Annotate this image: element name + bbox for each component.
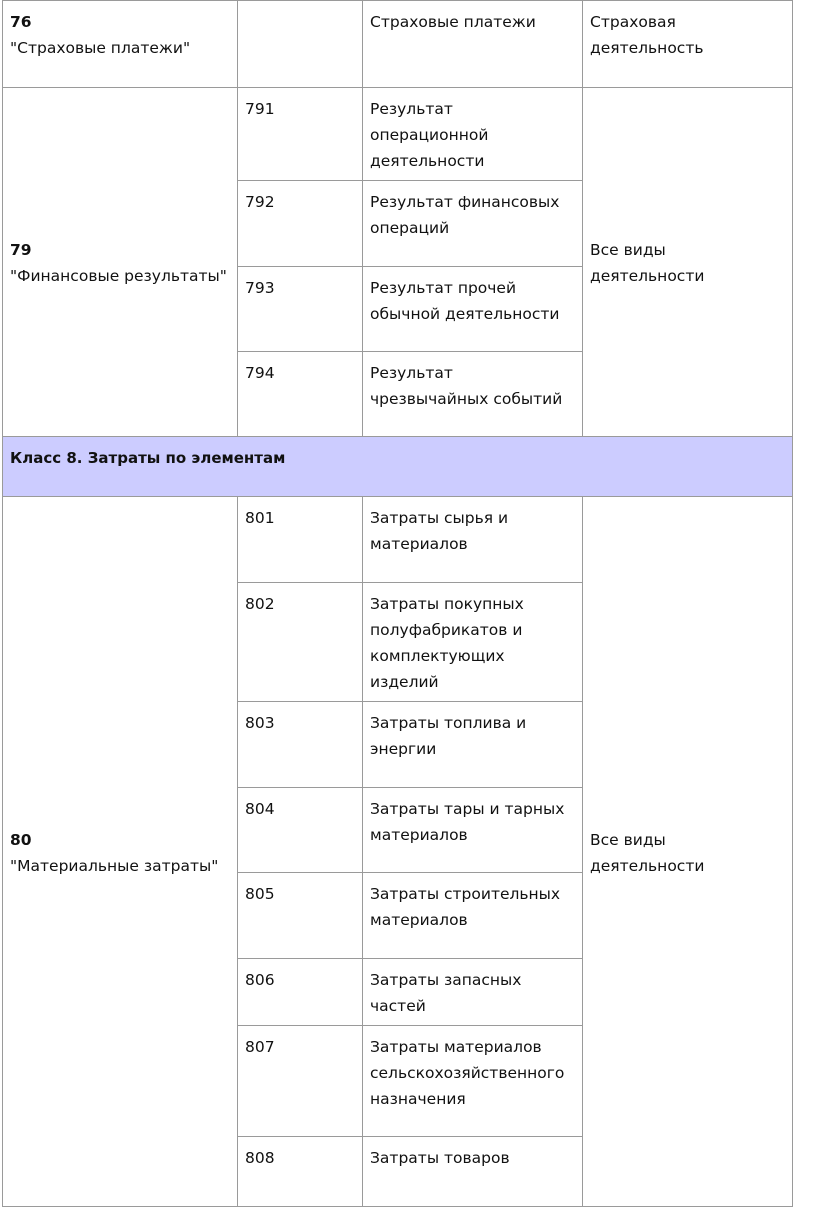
subaccount-code-cell: 806 bbox=[238, 959, 363, 1026]
account-number: 80 bbox=[10, 830, 32, 849]
activity-cell: Все виды деятельности bbox=[583, 497, 793, 1207]
subaccount-name-cell: Затраты покупных полуфабрикатов и комплектующих изделий bbox=[363, 583, 583, 702]
account-name: "Финансовые результаты" bbox=[10, 267, 227, 285]
subaccount-code-cell: 794 bbox=[238, 352, 363, 437]
subaccount-code-cell: 793 bbox=[238, 267, 363, 352]
account-name: "Страховые платежи" bbox=[10, 39, 191, 57]
account-cell-76 bbox=[3, 1, 238, 88]
activity-cell: Все виды деятельности bbox=[583, 88, 793, 437]
subaccount-name-cell: Затраты строительных материалов bbox=[363, 873, 583, 959]
subaccount-name-cell: Затраты запасных частей bbox=[363, 959, 583, 1026]
subaccount-code-cell: 792 bbox=[238, 181, 363, 267]
class-header-row bbox=[3, 437, 793, 497]
activity-cell: Страховая деятельность bbox=[583, 1, 793, 88]
account-number: 79 bbox=[10, 241, 32, 259]
subaccount-name-cell: Страховые платежи bbox=[363, 1, 583, 88]
subaccount-code-cell: 801 bbox=[238, 497, 363, 583]
account-number: 76 bbox=[10, 13, 32, 31]
subaccount-code-cell: 791 bbox=[238, 88, 363, 181]
subaccount-name-cell: Затраты товаров bbox=[363, 1137, 583, 1207]
account-name: "Материальные затраты" bbox=[10, 856, 219, 875]
subaccount-name-cell: Затраты материалов сельскохозяйственного назначения bbox=[363, 1026, 583, 1137]
subaccount-name-cell: Результат финансовых операций bbox=[363, 181, 583, 267]
subaccount-code-cell: 805 bbox=[238, 873, 363, 959]
subaccount-code-cell bbox=[238, 1, 363, 88]
subaccount-name-cell: Затраты топлива и энергии bbox=[363, 702, 583, 788]
account-cell-80 bbox=[3, 497, 238, 1207]
subaccount-code-cell: 808 bbox=[238, 1137, 363, 1207]
subaccount-name-cell: Результат чрезвычайных событий bbox=[363, 352, 583, 437]
subaccount-name-cell: Затраты сырья и материалов bbox=[363, 497, 583, 583]
account-cell-79 bbox=[3, 88, 238, 437]
table-row bbox=[3, 88, 793, 181]
table-row-account-76 bbox=[3, 1, 793, 88]
subaccount-code-cell: 804 bbox=[238, 788, 363, 873]
subaccount-code-cell: 807 bbox=[238, 1026, 363, 1137]
table-row bbox=[3, 497, 793, 583]
subaccount-name-cell: Результат прочей обычной деятельности bbox=[363, 267, 583, 352]
subaccount-name-cell: Затраты тары и тарных материалов bbox=[363, 788, 583, 873]
subaccount-name-cell: Результат операционной деятельности bbox=[363, 88, 583, 181]
class-title: Класс 8. Затраты по элементам bbox=[3, 437, 793, 497]
chart-of-accounts-table bbox=[2, 0, 793, 1207]
subaccount-code-cell: 803 bbox=[238, 702, 363, 788]
subaccount-code-cell: 802 bbox=[238, 583, 363, 702]
